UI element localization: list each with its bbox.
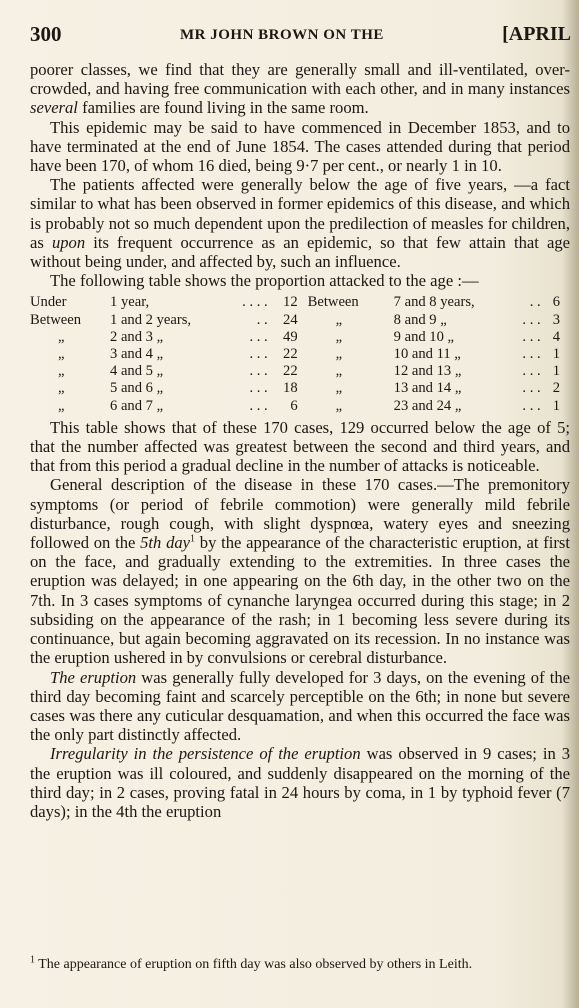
paragraph-1 bbox=[30, 60, 570, 118]
age-table-left-leader: . . . bbox=[249, 363, 268, 380]
age-table-left-count: 6 bbox=[290, 397, 298, 414]
age-table-left-count: 12 bbox=[283, 294, 298, 311]
age-table-right-range: 10 and 11 „ bbox=[393, 346, 461, 363]
age-table-left-range: 5 and 6 „ bbox=[110, 380, 164, 397]
age-table-right-group: Between bbox=[307, 294, 359, 311]
paragraph-1-end: families are found living in the same room. bbox=[77, 98, 369, 118]
age-table-left-count: 22 bbox=[283, 363, 298, 380]
page-number: 300 bbox=[30, 22, 62, 46]
footnote-text: The appearance of eruption on fifth day was also observed by others in Leith. bbox=[38, 957, 473, 972]
age-table-right-range: 13 and 14 „ bbox=[393, 380, 462, 397]
age-table-left-group: „ bbox=[58, 397, 65, 414]
age-table-left-leader: . . bbox=[256, 311, 268, 328]
age-table-right-group: „ bbox=[335, 380, 343, 397]
paragraph-7-text: was generally fully developed for 3 days, on the evening of the third day becoming faint and scarcely perceptible on the 6th; in none but severe cases was there any cuticular desquamation, and when this occurred the face was the only part distinctly affected. bbox=[30, 667, 570, 745]
age-table-right-count: 1 bbox=[552, 363, 560, 380]
age-table-right-range: 23 and 24 „ bbox=[393, 397, 462, 414]
paragraph-7 bbox=[30, 668, 570, 745]
age-table-left-count: 22 bbox=[283, 346, 298, 363]
age-table-left-leader: . . . bbox=[249, 328, 268, 345]
age-table-right-count: 1 bbox=[552, 346, 560, 363]
age-table-left-group: Under bbox=[30, 294, 67, 311]
paragraph-6-text: General description of the disease in these 170 cases.—The premonitory symptoms (or period of febrile commotion) were generally mild febrile disturbance, rough cough, with slight dyspnœa, watery eyes and sneezing followed on the bbox=[30, 475, 570, 553]
age-table-right-leader: . . . bbox=[522, 346, 541, 363]
age-table-right-range: 8 and 9 „ bbox=[393, 311, 447, 328]
age-table-left-group: Between bbox=[30, 311, 82, 328]
age-table-row bbox=[30, 329, 570, 346]
age-table-right-leader: . . . bbox=[522, 311, 541, 328]
age-table-left-count: 18 bbox=[283, 380, 298, 397]
running-header bbox=[30, 22, 571, 48]
paragraph-8-italic: Irregularity in the persistence of the eruption bbox=[50, 744, 361, 764]
footnote-marker: 1 bbox=[30, 954, 35, 966]
age-table-left-leader: . . . bbox=[249, 397, 268, 414]
age-table-left-range: 6 and 7 „ bbox=[110, 397, 164, 414]
age-table-row bbox=[30, 346, 570, 363]
age-table-left-group: „ bbox=[58, 346, 65, 363]
age-table-left-group: „ bbox=[58, 380, 65, 397]
age-table-row bbox=[30, 380, 570, 397]
age-table-right-count: 6 bbox=[552, 294, 560, 311]
age-table-right-group: „ bbox=[335, 363, 343, 380]
age-table-row bbox=[30, 312, 570, 329]
running-month: [APRIL bbox=[502, 23, 571, 45]
age-table-left-group: „ bbox=[58, 363, 65, 380]
age-table-left-leader: . . . bbox=[249, 346, 268, 363]
footnote-ref: 1 bbox=[190, 533, 196, 545]
age-table-right-leader: . . bbox=[529, 294, 541, 311]
age-table-row bbox=[30, 363, 570, 380]
paragraph-6-italic: 5th day bbox=[140, 533, 191, 553]
age-table-left-leader: . . . . bbox=[242, 294, 268, 311]
paragraph-6 bbox=[30, 475, 570, 667]
paragraph-1-italic: several bbox=[30, 98, 78, 118]
age-table bbox=[30, 294, 570, 414]
age-table-right-group: „ bbox=[335, 397, 343, 414]
paragraph-1-text: poorer classes, we find that they are generally small and ill-ventilated, over-crowded, and having free communication with each other, and in many instances bbox=[30, 60, 570, 99]
paragraph-5: This table shows that of these 170 cases, 129 occurred below the age of 5; that the number affected was greatest between the second and third years, and that from this period a gradual decline in the number of attacks is noticeable. bbox=[30, 417, 570, 476]
age-table-left-range: 3 and 4 „ bbox=[110, 346, 164, 363]
age-table-right-leader: . . . bbox=[522, 380, 541, 397]
footnote bbox=[30, 956, 570, 973]
paragraph-3-italic: upon bbox=[51, 232, 86, 252]
paragraph-7-italic: The eruption bbox=[50, 667, 137, 687]
paragraph-3-end: its frequent occurrence as an epidemic, so that few attain that age without being under, and affected by, such an influence. bbox=[30, 232, 570, 272]
age-table-left-leader: . . . bbox=[249, 380, 268, 397]
paragraph-3 bbox=[30, 175, 570, 271]
age-table-right-leader: . . . bbox=[522, 328, 541, 345]
age-table-right-range: 9 and 10 „ bbox=[393, 328, 455, 345]
age-table-right-group: „ bbox=[335, 328, 343, 345]
age-table-right-range: 7 and 8 years, bbox=[393, 294, 475, 311]
age-table-left-group: „ bbox=[58, 328, 65, 345]
body-text bbox=[30, 60, 570, 821]
age-table-right-group: „ bbox=[335, 311, 343, 328]
age-table-left-count: 49 bbox=[283, 328, 298, 345]
age-table-left-range: 1 and 2 years, bbox=[110, 311, 192, 328]
paragraph-6-end: by the appearance of the characteristic eruption, at first on the face, and gradually extending to the extremities. In three cases the eruption was delayed; in one appearing on the 6th day, in the other two on the 7th. In 3 cases symptoms of cynanche laryngea occurred during this stage; in 2 subsiding on the appearance of the rash; in 1 becoming less severe during its continuance, but again becoming aggravated on its recession. In no instance was the eruption ushered in by convulsions or cerebral disturbance. bbox=[30, 533, 570, 668]
age-table-left-range: 1 year, bbox=[110, 294, 150, 311]
paragraph-4: The following table shows the proportion attacked to the age :— bbox=[50, 271, 479, 291]
age-table-right-count: 4 bbox=[552, 328, 560, 345]
running-title: MR JOHN BROWN ON THE bbox=[180, 27, 384, 43]
age-table-right-range: 12 and 13 „ bbox=[393, 363, 462, 380]
age-table-left-range: 4 and 5 „ bbox=[110, 363, 164, 380]
paragraph-8-text: was observed in 9 cases; in 3 the eruption was ill coloured, and suddenly disappeared on the morning of the third day; in 2 cases, proving fatal in 24 hours by coma, in 1 by typhoid fever (7 days); in the 4th the eruption bbox=[30, 744, 570, 821]
age-table-left-count: 24 bbox=[283, 311, 298, 328]
age-table-row bbox=[30, 294, 570, 311]
paragraph-3-text: The patients affected were generally below the age of five years, —a fact similar to what has been observed in former epidemics of this disease, and which is probably not so much dependent upon the predilection of measles for children, as bbox=[30, 175, 570, 252]
age-table-right-group: „ bbox=[335, 346, 343, 363]
age-table-right-leader: . . . bbox=[522, 363, 541, 380]
age-table-row bbox=[30, 398, 570, 415]
age-table-left-range: 2 and 3 „ bbox=[110, 328, 164, 345]
age-table-right-leader: . . . bbox=[522, 397, 541, 414]
paragraph-8 bbox=[30, 744, 570, 821]
paragraph-2: This epidemic may be said to have commenced in December 1853, and to have terminated at the end of June 1854. The cases attended during that period have been 170, of whom 16 died, being 9·7 per cent., or nearly 1 in 10. bbox=[30, 117, 570, 176]
age-table-right-count: 2 bbox=[552, 380, 560, 397]
age-table-right-count: 3 bbox=[552, 311, 560, 328]
age-table-right-count: 1 bbox=[552, 397, 560, 414]
